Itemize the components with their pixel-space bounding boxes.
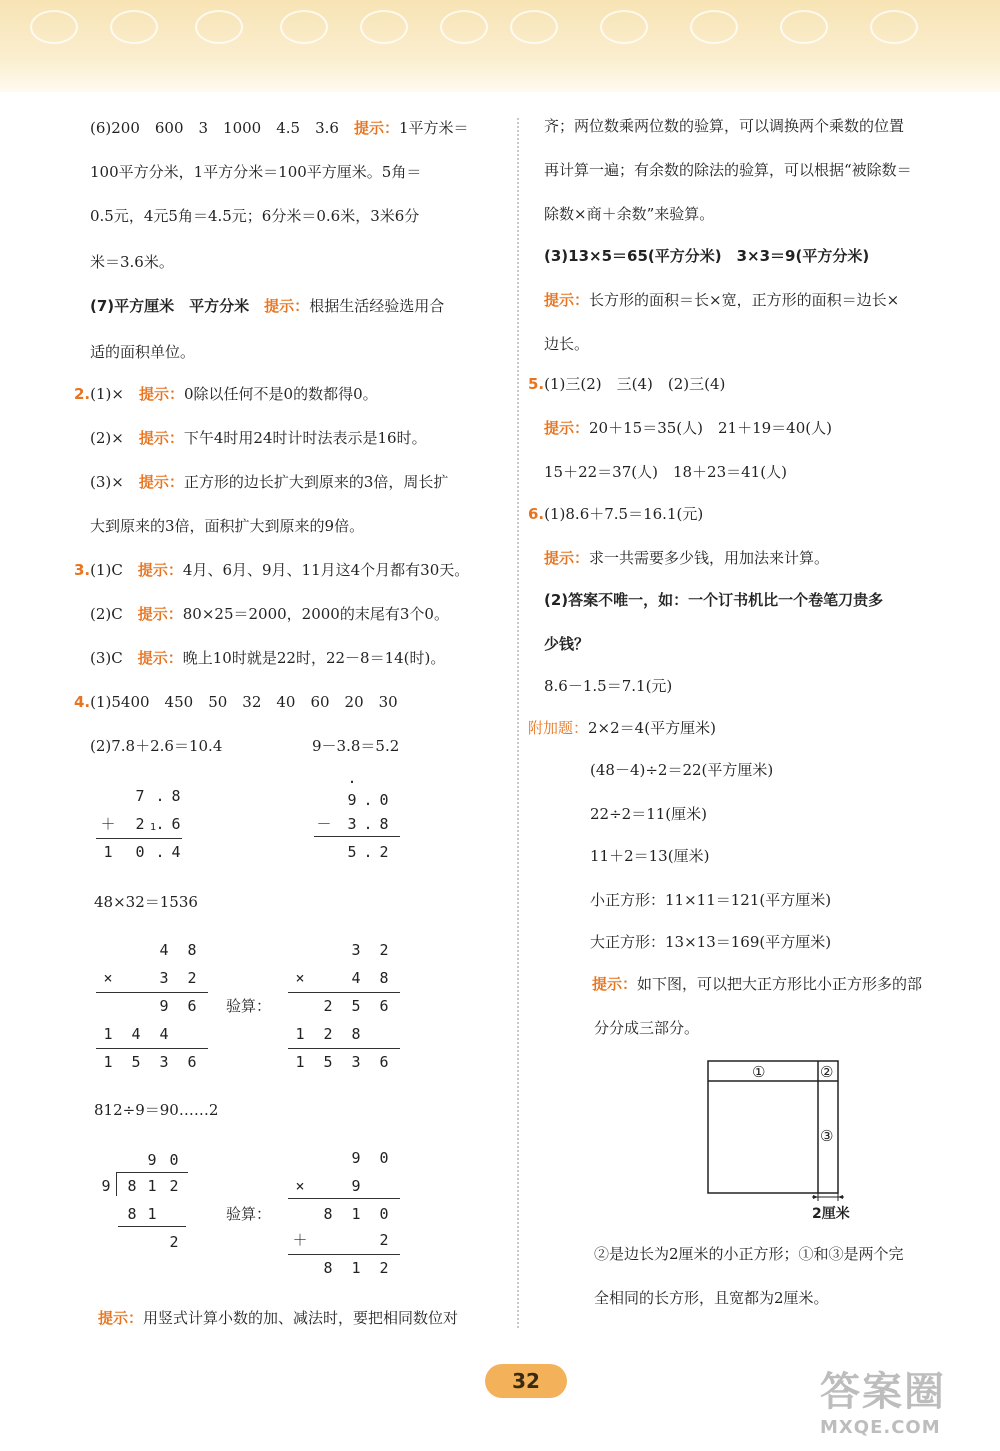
digit: 5 <box>323 1053 333 1071</box>
digit: 8 <box>351 1025 361 1043</box>
rule-line <box>288 1254 400 1255</box>
answer-line: 11＋2＝13(厘米) <box>590 847 710 865</box>
answer-line: 提示：长方形的面积＝长×宽，正方形的面积＝边长× <box>544 291 900 309</box>
rule-line <box>288 1198 400 1199</box>
cloud-doodle-icon <box>110 10 158 44</box>
cloud-doodle-icon <box>780 10 828 44</box>
hint-label: 提示： <box>98 1309 144 1327</box>
square-figure <box>700 1055 860 1225</box>
hint-label: 提示： <box>544 549 590 567</box>
answer-line: 适的面积单位。 <box>90 343 196 361</box>
digit: 4 <box>131 1025 141 1043</box>
digit: 8 <box>379 815 389 833</box>
hint-label: 提示： <box>137 561 183 579</box>
digit: 5 <box>351 997 361 1015</box>
digit: 6 <box>187 997 197 1015</box>
top-banner <box>0 0 1000 92</box>
digit: . <box>155 815 165 833</box>
rule-line <box>314 836 400 837</box>
operator: ＋ <box>100 815 116 833</box>
answer-line: (2)× 提示：下午4时用24时计时法表示是16时。 <box>90 429 427 447</box>
cloud-doodle-icon <box>510 10 558 44</box>
answer-line: (7)平方厘米 平方分米 提示：根据生活经验选用合 <box>90 297 445 315</box>
answer-line: (2)7.8＋2.6＝10.4 <box>90 737 223 755</box>
answer-line: (2)C 提示：80×25＝2000，2000的末尾有3个0。 <box>90 605 449 623</box>
answer-line: 2.(1)× 提示：0除以任何不是0的数都得0。 <box>74 385 378 403</box>
check-label: 验算： <box>226 997 272 1015</box>
answer-line: 提示：用竖式计算小数的加、减法时，要把相同数位对 <box>98 1309 459 1327</box>
answer-line: (2)答案不唯一，如：一个订书机比一个卷笔刀贵多 <box>544 591 884 609</box>
answer-line: (3)× 提示：正方形的边长扩大到原来的3倍，周长扩 <box>90 473 449 491</box>
answer-line: (3)13×5＝65(平方分米) 3×3＝9(平方分米) <box>544 247 870 265</box>
dimension-label: 2厘米 <box>812 1206 850 1222</box>
digit: 2 <box>323 1025 333 1043</box>
division-bracket <box>116 1172 117 1196</box>
region-2-label: ② <box>820 1063 834 1081</box>
answer-line: 少钱？ <box>544 635 590 653</box>
digit: 2 <box>323 997 333 1015</box>
cloud-doodle-icon <box>870 10 918 44</box>
answer-line: 提示：求一共需要多少钱，用加法来计算。 <box>544 549 830 567</box>
operator: － <box>316 815 332 833</box>
answer-line: 100平方分米，1平方分米＝100平方厘米。5角＝ <box>90 163 422 181</box>
division-bar <box>116 1172 188 1173</box>
hint-label: 提示： <box>138 385 184 403</box>
digit: 1 <box>351 1259 361 1277</box>
digit: 4 <box>159 941 169 959</box>
question-number: 3. <box>74 561 91 579</box>
digit: 1 <box>147 1205 157 1223</box>
answer-line: 边长。 <box>544 335 590 353</box>
cloud-doodle-icon <box>30 10 78 44</box>
answer-line: 齐；两位数乘两位数的验算，可以调换两个乘数的位置 <box>544 117 905 135</box>
cloud-doodle-icon <box>360 10 408 44</box>
digit: 9 <box>147 1151 157 1169</box>
region-1-label: ① <box>752 1063 766 1081</box>
digit: 1 <box>351 1205 361 1223</box>
answer-line: 6.(1)8.6＋7.5＝16.1(元) <box>528 505 704 523</box>
answer-line: 大到原来的3倍，面积扩大到原来的9倍。 <box>90 517 365 535</box>
digit: 2 <box>169 1177 179 1195</box>
cloud-doodle-icon <box>195 10 243 44</box>
rule-line <box>96 992 208 993</box>
hint-label: 提示： <box>264 297 310 315</box>
rule-line <box>288 992 400 993</box>
question-number: 4. <box>74 693 91 711</box>
answer-line: 15＋22＝37(人) 18＋23＝41(人) <box>544 463 787 481</box>
digit: 6 <box>379 997 389 1015</box>
question-number: 6. <box>528 505 545 523</box>
digit: . <box>363 815 373 833</box>
digit: 0 <box>379 1205 389 1223</box>
answer-line: 除数×商＋余数”来验算。 <box>544 205 715 223</box>
question-number: 5. <box>528 375 545 393</box>
digit: 3 <box>351 941 361 959</box>
digit: 0 <box>379 1149 389 1167</box>
digit: 0 <box>135 843 145 861</box>
watermark-logo <box>820 1360 990 1440</box>
digit: 1 <box>295 1025 305 1043</box>
answer-line: 22÷2＝11(厘米) <box>590 805 707 823</box>
operator: × <box>103 969 113 987</box>
answer-line: 米＝3.6米。 <box>90 253 174 271</box>
digit: 8 <box>187 941 197 959</box>
extra-question-label: 附加题： <box>528 719 589 737</box>
digit: 7 <box>135 787 145 805</box>
digit: 3 <box>347 815 357 833</box>
answer-line: (48－4)÷2＝22(平方厘米) <box>590 761 774 779</box>
answer-line: 大正方形：13×13＝169(平方厘米) <box>590 933 832 951</box>
digit: 8 <box>171 787 181 805</box>
answer-line: 8.6－1.5＝7.1(元) <box>544 677 673 695</box>
answer-line: 再计算一遍；有余数的除法的验算，可以根据“被除数＝ <box>544 161 912 179</box>
digit: 6 <box>187 1053 197 1071</box>
digit: 4 <box>159 1025 169 1043</box>
question-number: 2. <box>74 385 91 403</box>
answer-line: 9－3.8＝5.2 <box>312 737 400 755</box>
hint-label: 提示： <box>544 291 590 309</box>
cloud-doodle-icon <box>440 10 488 44</box>
digit: 1 <box>295 1053 305 1071</box>
digit: 2 <box>187 969 197 987</box>
digit: 4 <box>171 843 181 861</box>
digit: 1 <box>103 1025 113 1043</box>
answer-line: 0.5元，4元5角＝4.5元；6分米＝0.6米，3米6分 <box>90 207 420 225</box>
digit: 2 <box>379 941 389 959</box>
operator: × <box>295 1177 305 1195</box>
cloud-doodle-icon <box>600 10 648 44</box>
hint-label: 提示： <box>592 975 638 993</box>
answer-line: 812÷9＝90……2 <box>94 1101 219 1119</box>
answer-line: 48×32＝1536 <box>94 893 198 911</box>
digit: 9 <box>101 1177 111 1195</box>
rule-line <box>96 1048 208 1049</box>
carry-digit: 1 <box>149 822 157 833</box>
operator: ＋ <box>292 1231 308 1249</box>
hint-label: 提示： <box>137 649 183 667</box>
digit: 9 <box>159 997 169 1015</box>
borrow-dot: · <box>347 773 357 791</box>
digit: 6 <box>379 1053 389 1071</box>
answer-line: 提示：20＋15＝35(人) 21＋19＝40(人) <box>544 419 832 437</box>
digit: 2 <box>169 1233 179 1251</box>
column-divider <box>517 118 519 1328</box>
digit: 2 <box>379 843 389 861</box>
digit: 1 <box>103 1053 113 1071</box>
digit: . <box>363 843 373 861</box>
digit: 9 <box>351 1177 361 1195</box>
digit: 8 <box>323 1205 333 1223</box>
rule-line <box>288 1048 400 1049</box>
hint-label: 提示： <box>137 605 183 623</box>
digit: . <box>363 791 373 809</box>
digit: . <box>155 843 165 861</box>
answer-line: 3.(1)C 提示：4月、6月、9月、11月这4个月都有30天。 <box>74 561 470 579</box>
cloud-doodle-icon <box>280 10 328 44</box>
digit: 8 <box>379 969 389 987</box>
digit: 6 <box>171 815 181 833</box>
digit: 2 <box>379 1259 389 1277</box>
digit: 0 <box>379 791 389 809</box>
watermark-url: MXQE.COM <box>820 1417 941 1438</box>
digit: 3 <box>159 969 169 987</box>
digit: 8 <box>127 1177 137 1195</box>
answer-line: 4.(1)5400 450 50 32 40 60 20 30 <box>74 693 398 711</box>
answer-line: 提示：如下图，可以把大正方形比小正方形多的部 <box>592 975 923 993</box>
digit: 9 <box>351 1149 361 1167</box>
answer-line: 全相同的长方形，且宽都为2厘米。 <box>594 1289 829 1307</box>
region-3-label: ③ <box>820 1127 834 1145</box>
answer-line: 分分成三部分。 <box>594 1019 700 1037</box>
page-number: 32 <box>485 1364 567 1398</box>
hint-label: 提示： <box>544 419 590 437</box>
answer-line: 附加题：2×2＝4(平方厘米) <box>528 719 716 737</box>
hint-label: 提示： <box>353 119 399 137</box>
operator: × <box>295 969 305 987</box>
digit: 1 <box>147 1177 157 1195</box>
hint-label: 提示： <box>138 429 184 447</box>
rule-line <box>96 838 182 839</box>
hint-label: 提示： <box>138 473 184 491</box>
digit: 2 <box>379 1231 389 1249</box>
digit: 1 <box>103 843 113 861</box>
answer-line: ②是边长为2厘米的小正方形；①和③是两个完 <box>594 1245 904 1263</box>
digit: . <box>155 787 165 805</box>
answer-line: 小正方形：11×11＝121(平方厘米) <box>590 891 832 909</box>
rule-line <box>118 1226 186 1227</box>
digit: 3 <box>351 1053 361 1071</box>
digit: 5 <box>131 1053 141 1071</box>
answer-line: (6)200 600 3 1000 4.5 3.6 提示：1平方米＝ <box>90 119 469 137</box>
check-label: 验算： <box>226 1205 272 1223</box>
digit: 8 <box>127 1205 137 1223</box>
answer-line: (3)C 提示：晚上10时就是22时，22－8＝14(时)。 <box>90 649 446 667</box>
digit: 2 <box>135 815 145 833</box>
digit: 3 <box>159 1053 169 1071</box>
digit: 9 <box>347 791 357 809</box>
answer-line: 5.(1)三(2) 三(4) (2)三(4) <box>528 375 726 393</box>
digit: 0 <box>169 1151 179 1169</box>
digit: 8 <box>323 1259 333 1277</box>
digit: 5 <box>347 843 357 861</box>
cloud-doodle-icon <box>690 10 738 44</box>
watermark-text: 答案圈 <box>820 1369 946 1415</box>
digit: 4 <box>351 969 361 987</box>
